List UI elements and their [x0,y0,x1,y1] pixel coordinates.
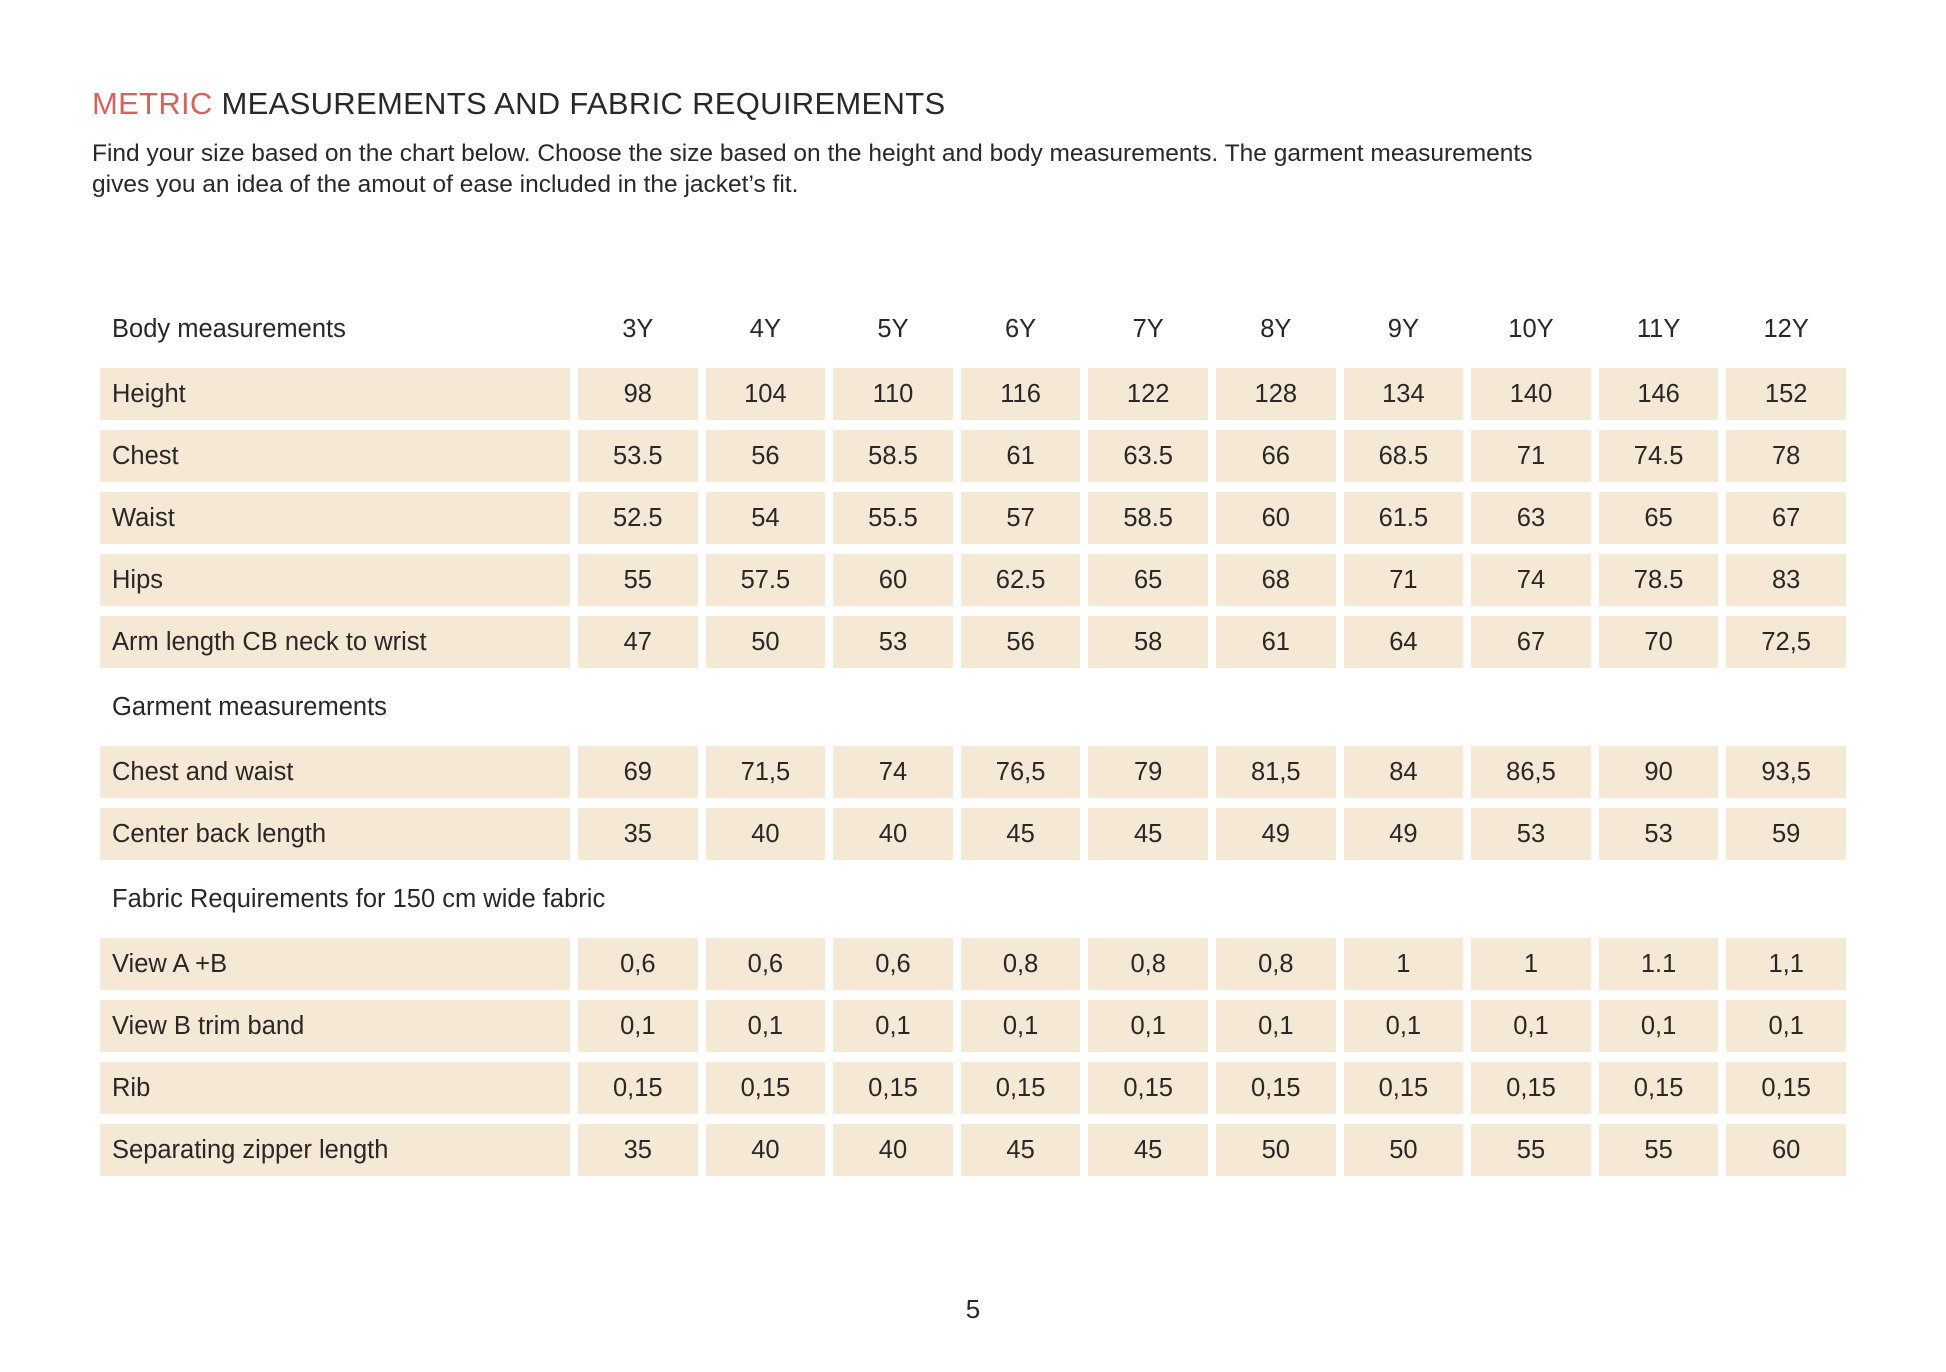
cell-value: 65 [1088,554,1208,606]
cell-value: 50 [1344,1124,1464,1176]
size-column-header: 12Y [1763,314,1809,343]
cell-value: 63.5 [1088,430,1208,482]
cell-value: 67 [1726,492,1846,544]
cell-value: 74 [833,746,953,798]
cell-value: 50 [1216,1124,1336,1176]
cell-value: 58 [1088,616,1208,668]
cell-value: 0,15 [1471,1062,1591,1114]
cell-value: 53 [833,616,953,668]
cell-value: 134 [1344,368,1464,420]
cell-value: 146 [1599,368,1719,420]
cell-value: 0,8 [1088,938,1208,990]
cell-value: 0,15 [578,1062,698,1114]
section-header: Garment measurements [112,692,387,721]
cell-value: 0,1 [1599,1000,1719,1052]
row-label: Hips [100,554,570,606]
intro-text [92,138,1946,200]
row-label: Center back length [100,808,570,860]
cell-value: 0,1 [961,1000,1081,1052]
cell-value: 0,1 [1088,1000,1208,1052]
cell-value: 61.5 [1344,492,1464,544]
cell-value: 49 [1216,808,1336,860]
cell-value: 55 [1599,1124,1719,1176]
section-header: Fabric Requirements for 150 cm wide fabric [112,884,606,913]
cell-value: 61 [1216,616,1336,668]
cell-value: 72,5 [1726,616,1846,668]
cell-value: 79 [1088,746,1208,798]
row-label: Waist [100,492,570,544]
size-column-header: 5Y [877,314,909,343]
size-column-header: 7Y [1132,314,1164,343]
cell-value: 128 [1216,368,1336,420]
cell-value: 0,15 [961,1062,1081,1114]
cell-value: 0,1 [1726,1000,1846,1052]
cell-value: 74 [1471,554,1591,606]
row-label: Height [100,368,570,420]
cell-value: 55.5 [833,492,953,544]
row-label: Rib [100,1062,570,1114]
intro-line-1: Find your size based on the chart below. Choose the size based on the height and body measurements. The garment measurements [92,140,1533,167]
row-label: View B trim band [100,1000,570,1052]
cell-value: 60 [1216,492,1336,544]
cell-value: 78 [1726,430,1846,482]
cell-value: 93,5 [1726,746,1846,798]
cell-value: 116 [961,368,1081,420]
cell-value: 0,8 [1216,938,1336,990]
cell-value: 60 [1726,1124,1846,1176]
cell-value: 0,15 [1726,1062,1846,1114]
cell-value: 1.1 [1599,938,1719,990]
cell-value: 52.5 [578,492,698,544]
cell-value: 70 [1599,616,1719,668]
cell-value: 0,6 [578,938,698,990]
cell-value: 0,1 [833,1000,953,1052]
row-label: View A +B [100,938,570,990]
cell-value: 45 [1088,808,1208,860]
cell-value: 0,15 [1344,1062,1464,1114]
cell-value: 71,5 [706,746,826,798]
cell-value: 45 [961,808,1081,860]
cell-value: 56 [961,616,1081,668]
cell-value: 0,15 [1088,1062,1208,1114]
cell-value: 64 [1344,616,1464,668]
size-column-header: 4Y [749,314,781,343]
cell-value: 58.5 [1088,492,1208,544]
cell-value: 53 [1471,808,1591,860]
cell-value: 57.5 [706,554,826,606]
cell-value: 90 [1599,746,1719,798]
cell-value: 0,15 [833,1062,953,1114]
size-table [100,300,1846,1176]
cell-value: 0,1 [578,1000,698,1052]
cell-value: 57 [961,492,1081,544]
cell-value: 40 [706,1124,826,1176]
cell-value: 35 [578,1124,698,1176]
cell-value: 0,8 [961,938,1081,990]
row-label: Chest and waist [100,746,570,798]
cell-value: 122 [1088,368,1208,420]
cell-value: 104 [706,368,826,420]
table-header-label: Body measurements [112,314,346,343]
cell-value: 83 [1726,554,1846,606]
intro-line-2: gives you an idea of the amout of ease included in the jacket’s fit. [92,171,799,199]
size-column-header: 6Y [1004,314,1037,343]
cell-value: 0,1 [706,1000,826,1052]
cell-value: 76,5 [961,746,1081,798]
cell-value: 86,5 [1471,746,1591,798]
size-column-header: 11Y [1636,314,1681,343]
row-label: Separating zipper length [100,1124,570,1176]
cell-value: 67 [1471,616,1591,668]
page-title [92,86,1946,122]
cell-value: 50 [706,616,826,668]
cell-value: 55 [578,554,698,606]
cell-value: 49 [1344,808,1464,860]
cell-value: 98 [578,368,698,420]
cell-value: 0,15 [1216,1062,1336,1114]
cell-value: 40 [833,808,953,860]
cell-value: 53.5 [578,430,698,482]
page-title-rest: MEASUREMENTS AND FABRIC REQUIREMENTS [212,86,946,121]
cell-value: 40 [706,808,826,860]
cell-value: 110 [833,368,953,420]
row-label: Arm length CB neck to wrist [100,616,570,668]
cell-value: 69 [578,746,698,798]
size-column-header: 9Y [1387,314,1419,343]
cell-value: 78.5 [1599,554,1719,606]
row-label: Chest [100,430,570,482]
cell-value: 58.5 [833,430,953,482]
cell-value: 1 [1344,938,1464,990]
cell-value: 55 [1471,1124,1591,1176]
size-column-header: 3Y [622,314,654,343]
cell-value: 0,1 [1471,1000,1591,1052]
cell-value: 68 [1216,554,1336,606]
cell-value: 56 [706,430,826,482]
cell-value: 59 [1726,808,1846,860]
cell-value: 84 [1344,746,1464,798]
cell-value: 61 [961,430,1081,482]
cell-value: 63 [1471,492,1591,544]
cell-value: 0,15 [1599,1062,1719,1114]
cell-value: 74.5 [1599,430,1719,482]
cell-value: 1 [1471,938,1591,990]
cell-value: 71 [1471,430,1591,482]
size-column-header: 8Y [1260,314,1292,343]
cell-value: 152 [1726,368,1846,420]
cell-value: 66 [1216,430,1336,482]
cell-value: 0,1 [1344,1000,1464,1052]
cell-value: 140 [1471,368,1591,420]
size-column-header: 10Y [1508,314,1554,343]
cell-value: 0,6 [833,938,953,990]
cell-value: 45 [961,1124,1081,1176]
cell-value: 0,6 [706,938,826,990]
cell-value: 45 [1088,1124,1208,1176]
cell-value: 62.5 [961,554,1081,606]
cell-value: 1,1 [1726,938,1846,990]
cell-value: 65 [1599,492,1719,544]
cell-value: 47 [578,616,698,668]
cell-value: 54 [706,492,826,544]
page-title-accent: METRIC [92,86,213,121]
cell-value: 53 [1599,808,1719,860]
cell-value: 0,1 [1216,1000,1336,1052]
cell-value: 60 [833,554,953,606]
cell-value: 35 [578,808,698,860]
page-number: 5 [965,1294,981,1325]
cell-value: 71 [1344,554,1464,606]
cell-value: 81,5 [1216,746,1336,798]
cell-value: 40 [833,1124,953,1176]
cell-value: 68.5 [1344,430,1464,482]
cell-value: 0,15 [706,1062,826,1114]
